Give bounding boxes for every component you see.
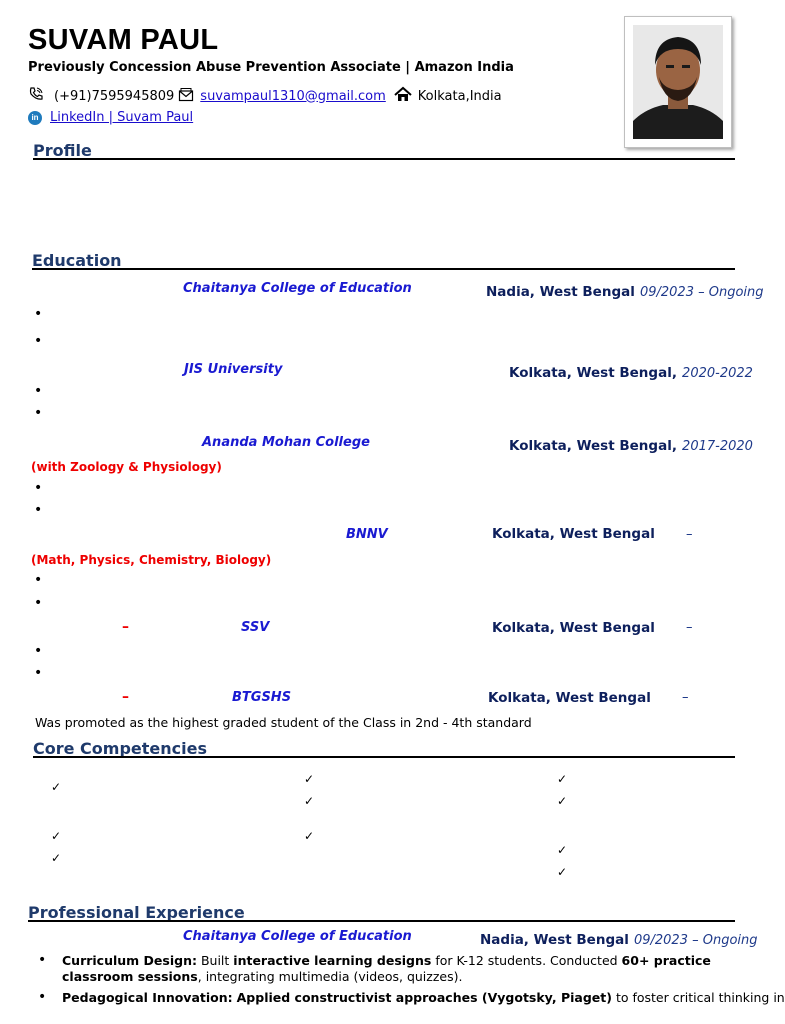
education-location: Nadia, West Bengal [486,284,635,300]
check-icon: ✓ [51,851,62,865]
bullet-point: • [34,595,43,611]
bullet-point: • [34,383,43,399]
linkedin-row [28,110,193,125]
education-location-date [509,435,753,454]
bullet-point: • [34,480,43,496]
education-location: Kolkata, West Bengal [488,690,651,706]
bullet-point: • [34,643,43,659]
competencies-heading: Core Competencies [33,739,207,758]
education-date-dash: – [686,620,693,635]
candidate-subtitle: Previously Concession Abuse Prevention Associate | Amazon India [28,60,514,75]
phone-icon [28,86,50,106]
education-date-dash: – [686,527,693,542]
profile-rule [33,158,735,160]
check-icon: ✓ [557,794,568,808]
education-date-dash: – [682,690,689,705]
education-red-dash: – [122,619,129,635]
experience-item [62,990,785,1006]
bullet-point: • [38,989,47,1005]
experience-item-bold: Applied constructivist approaches (Vygotsky, Piaget) [236,990,612,1005]
experience-rule [28,920,735,922]
check-icon: ✓ [304,772,315,786]
profile-photo [633,25,723,139]
experience-item-bold: interactive learning designs [233,953,432,968]
education-location: Kolkata, West Bengal, [509,365,677,381]
experience-item-label: Curriculum Design: [62,953,197,968]
education-institution: JIS University [184,362,283,377]
experience-item-text: for K-12 students. Conducted [431,953,622,968]
bullet-point: • [34,572,43,588]
check-icon: ✓ [557,843,568,857]
education-institution: SSV [241,620,270,635]
profile-heading: Profile [33,141,92,160]
education-red-dash: – [122,689,129,705]
education-date: 2017-2020 [682,439,753,454]
candidate-name: SUVAM PAUL [28,24,219,56]
education-date: 09/2023 – Ongoing [639,285,764,300]
experience-institution: Chaitanya College of Education [183,929,412,944]
experience-item-label: Pedagogical Innovation: [62,990,233,1005]
bullet-point: • [34,405,43,421]
experience-item-bold: 60+ practice classroom sessions [62,953,711,984]
check-icon: ✓ [304,829,315,843]
education-institution: Chaitanya College of Education [183,281,412,296]
education-institution: Ananda Mohan College [202,435,370,450]
experience-item-text: Built [196,953,234,968]
education-subject-note: (with Zoology & Physiology) [31,460,222,474]
education-location: Kolkata, West Bengal [492,620,655,636]
home-icon [394,87,414,106]
education-location: Kolkata, West Bengal, [509,438,677,454]
bullet-point: • [38,952,47,968]
education-subject-note: (Math, Physics, Chemistry, Biology) [31,553,272,567]
experience-date: 09/2023 – Ongoing [633,933,758,948]
education-date: 2020-2022 [682,366,753,381]
education-achievement: Was promoted as the highest graded student of the Class in 2nd - 4th standard [35,715,532,730]
mail-icon [178,87,196,106]
experience-item-text: , integrating multimedia (videos, quizzes). [197,969,463,984]
education-institution: BTGSHS [232,690,292,705]
check-icon: ✓ [557,865,568,879]
education-institution: BNNV [346,527,388,542]
check-icon: ✓ [304,794,315,808]
experience-item-text: to foster critical thinking in [611,990,785,1005]
experience-location-date [480,929,758,948]
experience-heading: Professional Experience [28,903,245,922]
contact-row [28,86,502,106]
check-icon: ✓ [51,829,62,843]
education-location-date [509,362,753,381]
check-icon: ✓ [51,780,62,794]
experience-location: Nadia, West Bengal [480,932,629,948]
profile-photo-frame [624,16,732,148]
education-location: Kolkata, West Bengal [492,526,655,542]
bullet-point: • [34,665,43,681]
location-text: Kolkata,India [417,88,502,104]
email-link[interactable]: suvampaul1310@gmail.com [200,88,386,104]
phone-number: (+91)7595945809 [54,88,175,104]
check-icon: ✓ [557,772,568,786]
education-rule [32,268,735,270]
bullet-point: • [34,502,43,518]
bullet-point: • [34,333,43,349]
competencies-rule [33,756,735,758]
education-heading: Education [32,251,122,270]
experience-item [62,953,730,985]
education-location-date [486,281,764,300]
linkedin-icon: in [28,111,42,125]
linkedin-link[interactable]: LinkedIn | Suvam Paul [50,110,194,125]
bullet-point: • [34,306,43,322]
